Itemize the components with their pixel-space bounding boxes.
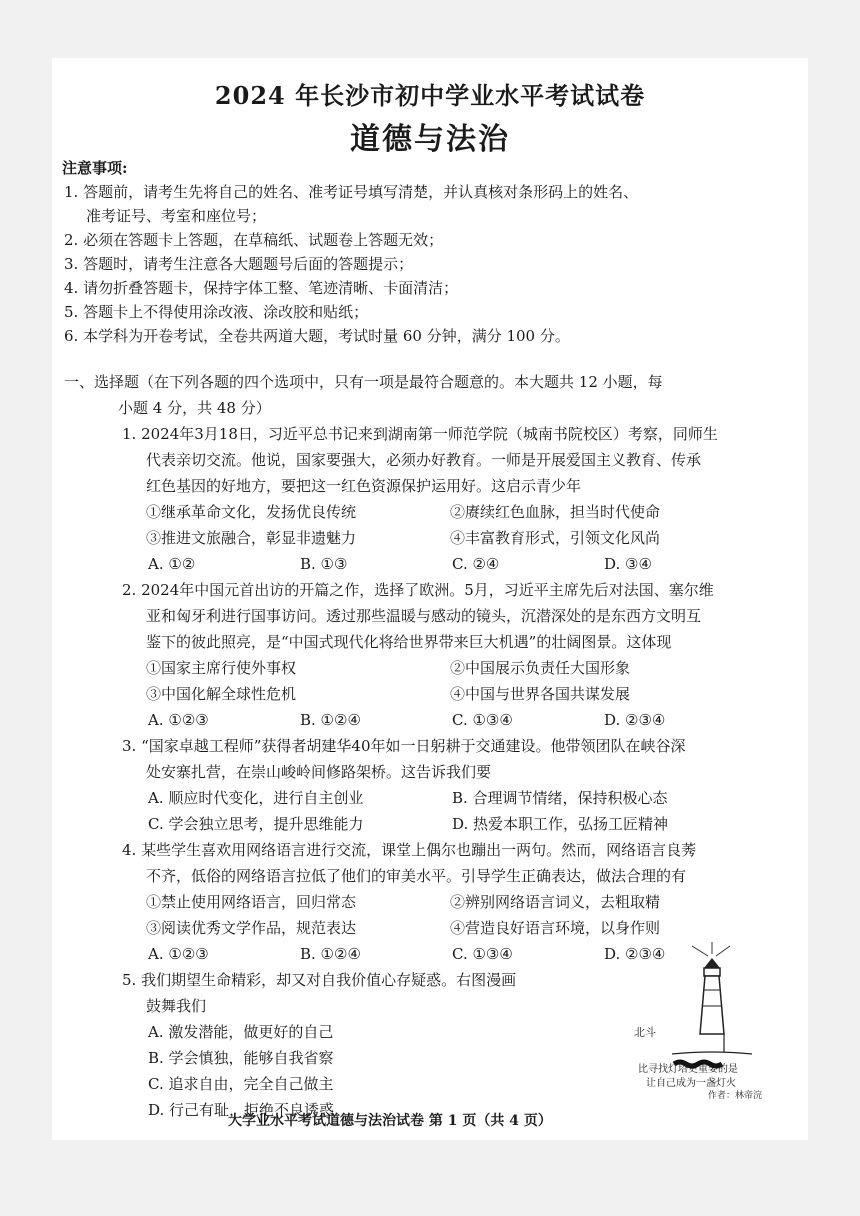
q2-stem: 亚和匈牙利进行国事访问。透过那些温暖与感动的镜头，沉潜深处的是东西方文明互 xyxy=(146,607,702,625)
cartoon-author: 作者：林帝浣 xyxy=(708,1091,763,1101)
q4-option-d[interactable]: D. ②③④ xyxy=(604,945,666,963)
q3-option-a[interactable]: A. 顺应时代变化，进行自主创业 xyxy=(148,789,364,807)
q5-option-a[interactable]: A. 激发潜能，做更好的自己 xyxy=(148,1023,334,1041)
exam-title: 2024 年长沙市初中学业水平考试试卷 xyxy=(214,81,646,110)
cartoon-caption: 让自己成为一盏灯火 xyxy=(646,1078,736,1089)
cartoon-label: 北斗 xyxy=(634,1026,656,1039)
q3-stem: 处安寨扎营，在崇山峻岭间修路架桥。这告诉我们要 xyxy=(146,763,492,781)
q1-stem: 红色基因的好地方，要把这一红色资源保护运用好。这启示青少年 xyxy=(146,477,582,495)
notice-item: 5. 答题卡上不得使用涂改液、涂改胶和贴纸； xyxy=(64,303,369,321)
q1-statement: ②赓续红色血脉，担当时代使命 xyxy=(450,503,661,521)
q3-stem: 3. “国家卓越工程师”获得者胡建华40年如一日躬耕于交通建设。他带领团队在峡谷深 xyxy=(122,737,686,755)
q1-option-b[interactable]: B. ①③ xyxy=(300,555,348,573)
q2-stem: 鉴下的彼此照亮，是“中国式现代化将给世界带来巨大机遇”的壮阔图景。这体现 xyxy=(146,633,672,651)
q4-stem: 4. 某些学生喜欢用网络语言进行交流，课堂上偶尔也蹦出一两句。然而，网络语言良莠 xyxy=(122,841,697,859)
q1-statement: ③推进文旅融合，彰显非遗魅力 xyxy=(146,529,357,547)
q3-option-b[interactable]: B. 合理调节情绪，保持积极心态 xyxy=(452,789,668,807)
q3-option-c[interactable]: C. 学会独立思考，提升思维能力 xyxy=(148,815,364,833)
q5-option-c[interactable]: C. 追求自由，完全自己做主 xyxy=(148,1075,334,1093)
q2-option-d[interactable]: D. ②③④ xyxy=(604,711,666,729)
q5-stem: 鼓舞我们 xyxy=(146,997,207,1015)
q4-stem: 不齐，低俗的网络语言拉低了他们的审美水平。引导学生正确表达，做法合理的有 xyxy=(146,867,687,885)
q5-stem: 5. 我们期望生命精彩，却又对自我价值心存疑惑。右图漫画 xyxy=(122,971,517,989)
lighthouse-cartoon xyxy=(612,938,802,1108)
q1-option-a[interactable]: A. ①② xyxy=(148,555,196,573)
notice-item: 准考证号、考室和座位号； xyxy=(86,207,267,225)
q1-stem: 1. 2024年3月18日，习近平总书记来到湖南第一师范学院（城南书院校区）考察，同师生 xyxy=(122,425,718,443)
q4-statement: ③阅读优秀文学作品，规范表达 xyxy=(146,919,357,937)
notice-item: 2. 必须在答题卡上答题，在草稿纸、试题卷上答题无效； xyxy=(64,231,444,249)
q5-option-b[interactable]: B. 学会慎独，能够自我省察 xyxy=(148,1049,334,1067)
q4-option-b[interactable]: B. ①②④ xyxy=(300,945,361,963)
q3-option-d[interactable]: D. 热爱本职工作，弘扬工匠精神 xyxy=(452,815,669,833)
q4-option-c[interactable]: C. ①③④ xyxy=(452,945,513,963)
q4-statement: ②辨别网络语言词义，去粗取精 xyxy=(450,893,661,911)
q4-statement: ④营造良好语言环境，以身作则 xyxy=(450,919,661,937)
q1-statement: ①继承革命文化，发扬优良传统 xyxy=(146,503,357,521)
notice-item: 4. 请勿折叠答题卡，保持字体工整、笔迹清晰、卡面清洁； xyxy=(64,279,459,297)
notice-heading: 注意事项: xyxy=(62,159,128,177)
q5-option-d[interactable]: D. 行己有耻，拒绝不良诱惑 xyxy=(148,1101,335,1119)
q2-option-a[interactable]: A. ①②③ xyxy=(148,711,209,729)
page-footer: 大学业水平考试道德与法治试卷 第 1 页（共 4 页） xyxy=(228,1113,552,1129)
q2-statement: ③中国化解全球性危机 xyxy=(146,685,297,703)
q4-statement: ①禁止使用网络语言，回归常态 xyxy=(146,893,357,911)
q4-option-a[interactable]: A. ①②③ xyxy=(148,945,209,963)
q2-stem: 2. 2024年中国元首出访的开篇之作，选择了欧洲。5月，习近平主席先后对法国、塞尔维 xyxy=(122,581,714,599)
notice-item: 6. 本学科为开卷考试，全卷共两道大题，考试时量 60 分钟，满分 100 分。 xyxy=(64,327,570,345)
q1-option-d[interactable]: D. ③④ xyxy=(604,555,652,573)
q2-statement: ①国家主席行使外事权 xyxy=(146,659,297,677)
q1-option-c[interactable]: C. ②④ xyxy=(452,555,500,573)
q2-option-b[interactable]: B. ①②④ xyxy=(300,711,361,729)
q2-statement: ②中国展示负责任大国形象 xyxy=(450,659,631,677)
q2-option-c[interactable]: C. ①③④ xyxy=(452,711,513,729)
notice-item: 1. 答题前，请考生先将自己的姓名、准考证号填写清楚，并认真核对条形码上的姓名、 xyxy=(64,183,639,201)
exam-page xyxy=(52,58,808,1140)
section-heading-cont: 小题 4 分，共 48 分） xyxy=(118,399,271,417)
q1-stem: 代表亲切交流。他说，国家要强大，必须办好教育。一师是开展爱国主义教育、传承 xyxy=(146,451,702,469)
q1-statement: ④丰富教育形式，引领文化风尚 xyxy=(450,529,661,547)
cartoon-caption: 比寻找灯塔更重要的是 xyxy=(638,1064,738,1075)
exam-subject: 道德与法治 xyxy=(350,122,510,157)
notice-item: 3. 答题时，请考生注意各大题题号后面的答题提示； xyxy=(64,255,414,273)
q2-statement: ④中国与世界各国共谋发展 xyxy=(450,685,631,703)
section-heading: 一、选择题（在下列各题的四个选项中，只有一项是最符合题意的。本大题共 12 小题，每 xyxy=(64,373,663,391)
